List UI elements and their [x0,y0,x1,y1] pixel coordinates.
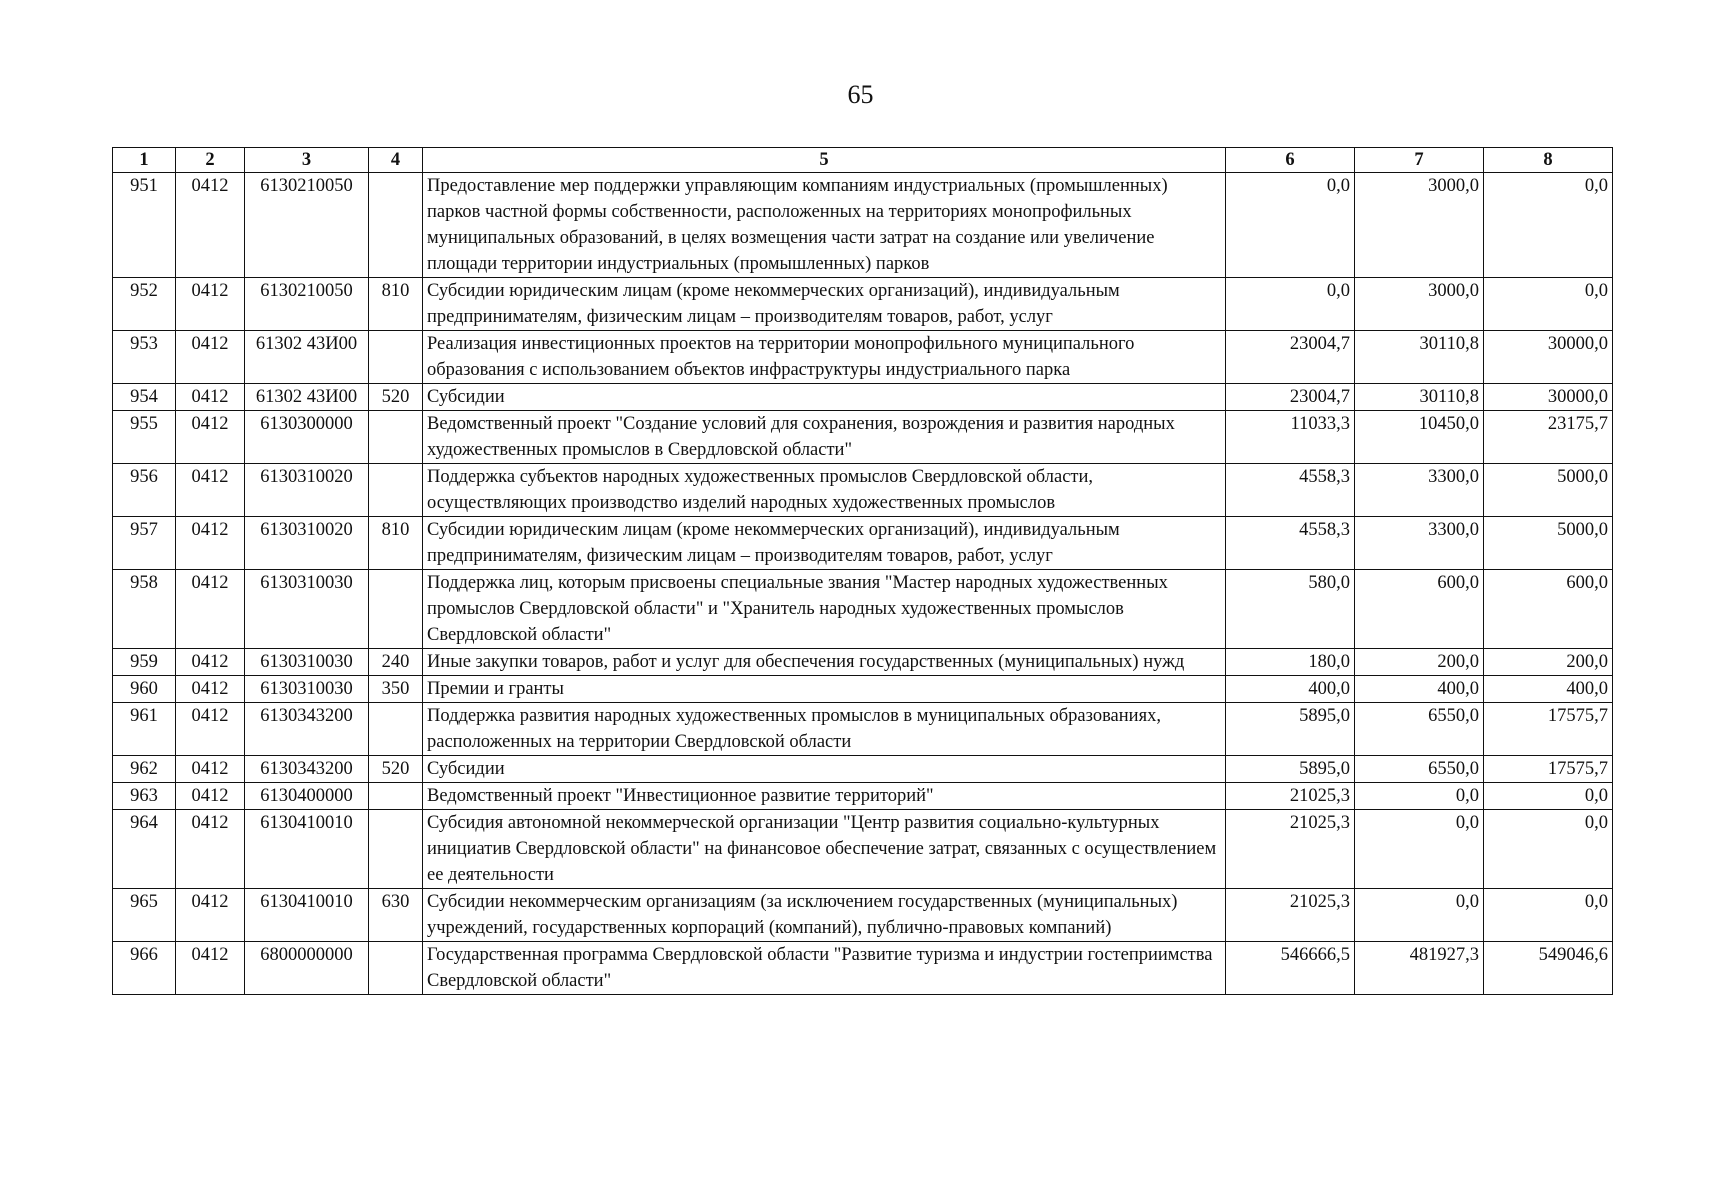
item-name-cell: Поддержка лиц, которым присвоены специальные звания "Мастер народных художественных промыслов Свердловской области" и "Хранитель народных художественных промыслов Свердловской области" [423,570,1226,649]
amount-col8-cell: 200,0 [1484,649,1613,676]
amount-col7-cell: 481927,3 [1355,942,1484,995]
column-header: 6 [1226,148,1355,173]
column-header: 2 [176,148,245,173]
table-row [113,173,1613,278]
expense-type-cell: 240 [369,649,423,676]
amount-col7-cell: 3300,0 [1355,464,1484,517]
amount-col6-cell: 11033,3 [1226,411,1355,464]
item-name-cell: Реализация инвестиционных проектов на территории монопрофильного муниципального образования с использованием объектов инфраструктуры индустриального парка [423,331,1226,384]
target-code-cell: 6130400000 [245,783,369,810]
table-row [113,464,1613,517]
table-row [113,703,1613,756]
table-row [113,331,1613,384]
target-code-cell: 6130343200 [245,703,369,756]
amount-col8-cell: 0,0 [1484,173,1613,278]
amount-col6-cell: 546666,5 [1226,942,1355,995]
amount-col7-cell: 0,0 [1355,810,1484,889]
row-number-cell: 965 [113,889,176,942]
expense-type-cell: 630 [369,889,423,942]
target-code-cell: 6130410010 [245,889,369,942]
amount-col7-cell: 0,0 [1355,889,1484,942]
column-header: 1 [113,148,176,173]
amount-col6-cell: 21025,3 [1226,889,1355,942]
amount-col6-cell: 4558,3 [1226,517,1355,570]
amount-col6-cell: 400,0 [1226,676,1355,703]
section-code-cell: 0412 [176,173,245,278]
target-code-cell: 6130310030 [245,570,369,649]
section-code-cell: 0412 [176,810,245,889]
target-code-cell: 6800000000 [245,942,369,995]
item-name-cell: Субсидии некоммерческим организациям (за исключением государственных (муниципальных) учреждений, государственных корпораций (компаний), публично-правовых компаний) [423,889,1226,942]
row-number-cell: 961 [113,703,176,756]
item-name-cell: Поддержка развития народных художественных промыслов в муниципальных образованиях, расположенных на территории Свердловской области [423,703,1226,756]
amount-col8-cell: 400,0 [1484,676,1613,703]
section-code-cell: 0412 [176,464,245,517]
amount-col6-cell: 21025,3 [1226,783,1355,810]
amount-col8-cell: 0,0 [1484,278,1613,331]
row-number-cell: 952 [113,278,176,331]
amount-col8-cell: 17575,7 [1484,756,1613,783]
expense-type-cell [369,173,423,278]
table-row [113,517,1613,570]
target-code-cell: 6130343200 [245,756,369,783]
amount-col6-cell: 0,0 [1226,278,1355,331]
expense-type-cell [369,783,423,810]
amount-col7-cell: 3000,0 [1355,173,1484,278]
table-row [113,649,1613,676]
item-name-cell: Субсидии юридическим лицам (кроме некоммерческих организаций), индивидуальным предпринимателям, физическим лицам – производителям товаров, работ, услуг [423,278,1226,331]
amount-col7-cell: 3000,0 [1355,278,1484,331]
table-row [113,411,1613,464]
column-header: 7 [1355,148,1484,173]
amount-col6-cell: 4558,3 [1226,464,1355,517]
amount-col7-cell: 30110,8 [1355,331,1484,384]
item-name-cell: Премии и гранты [423,676,1226,703]
amount-col8-cell: 23175,7 [1484,411,1613,464]
target-code-cell: 6130300000 [245,411,369,464]
table-row [113,676,1613,703]
amount-col7-cell: 10450,0 [1355,411,1484,464]
amount-col8-cell: 0,0 [1484,810,1613,889]
table-row [113,783,1613,810]
amount-col8-cell: 30000,0 [1484,331,1613,384]
column-header: 4 [369,148,423,173]
table-row [113,810,1613,889]
amount-col8-cell: 600,0 [1484,570,1613,649]
section-code-cell: 0412 [176,703,245,756]
item-name-cell: Ведомственный проект "Инвестиционное развитие территорий" [423,783,1226,810]
target-code-cell: 6130310020 [245,517,369,570]
amount-col6-cell: 5895,0 [1226,703,1355,756]
row-number-cell: 951 [113,173,176,278]
expense-type-cell: 520 [369,756,423,783]
amount-col6-cell: 5895,0 [1226,756,1355,783]
target-code-cell: 6130310030 [245,676,369,703]
section-code-cell: 0412 [176,278,245,331]
table-row [113,570,1613,649]
amount-col8-cell: 30000,0 [1484,384,1613,411]
row-number-cell: 964 [113,810,176,889]
amount-col6-cell: 0,0 [1226,173,1355,278]
expense-type-cell [369,810,423,889]
amount-col8-cell: 5000,0 [1484,517,1613,570]
item-name-cell: Ведомственный проект "Создание условий для сохранения, возрождения и развития народных художественных промыслов в Свердловской области" [423,411,1226,464]
target-code-cell: 6130310030 [245,649,369,676]
row-number-cell: 963 [113,783,176,810]
item-name-cell: Предоставление мер поддержки управляющим компаниям индустриальных (промышленных) парков частной формы собственности, расположенных на территориях монопрофильных муниципальных образований, в целях возмещения части затрат на создание или увеличение площади территории индустриальных (промышленных) парков [423,173,1226,278]
section-code-cell: 0412 [176,331,245,384]
row-number-cell: 956 [113,464,176,517]
section-code-cell: 0412 [176,517,245,570]
table-row [113,889,1613,942]
row-number-cell: 960 [113,676,176,703]
target-code-cell: 6130310020 [245,464,369,517]
amount-col6-cell: 23004,7 [1226,384,1355,411]
item-name-cell: Субсидии юридическим лицам (кроме некоммерческих организаций), индивидуальным предпринимателям, физическим лицам – производителям товаров, работ, услуг [423,517,1226,570]
row-number-cell: 958 [113,570,176,649]
row-number-cell: 959 [113,649,176,676]
budget-table [112,147,1613,995]
expense-type-cell: 810 [369,517,423,570]
expense-type-cell [369,331,423,384]
section-code-cell: 0412 [176,783,245,810]
item-name-cell: Государственная программа Свердловской области "Развитие туризма и индустрии гостеприимства Свердловской области" [423,942,1226,995]
item-name-cell: Субсидии [423,384,1226,411]
section-code-cell: 0412 [176,756,245,783]
amount-col6-cell: 180,0 [1226,649,1355,676]
expense-type-cell [369,570,423,649]
amount-col8-cell: 17575,7 [1484,703,1613,756]
row-number-cell: 955 [113,411,176,464]
section-code-cell: 0412 [176,942,245,995]
target-code-cell: 6130410010 [245,810,369,889]
section-code-cell: 0412 [176,649,245,676]
amount-col8-cell: 0,0 [1484,783,1613,810]
amount-col7-cell: 400,0 [1355,676,1484,703]
expense-type-cell [369,411,423,464]
section-code-cell: 0412 [176,676,245,703]
section-code-cell: 0412 [176,411,245,464]
amount-col8-cell: 5000,0 [1484,464,1613,517]
row-number-cell: 954 [113,384,176,411]
target-code-cell: 61302 43И00 [245,331,369,384]
amount-col6-cell: 21025,3 [1226,810,1355,889]
amount-col7-cell: 0,0 [1355,783,1484,810]
amount-col7-cell: 6550,0 [1355,756,1484,783]
target-code-cell: 6130210050 [245,173,369,278]
amount-col8-cell: 549046,6 [1484,942,1613,995]
column-header: 8 [1484,148,1613,173]
expense-type-cell: 520 [369,384,423,411]
table-row [113,278,1613,331]
item-name-cell: Субсидии [423,756,1226,783]
column-header: 3 [245,148,369,173]
target-code-cell: 61302 43И00 [245,384,369,411]
amount-col8-cell: 0,0 [1484,889,1613,942]
row-number-cell: 966 [113,942,176,995]
table-row [113,384,1613,411]
section-code-cell: 0412 [176,889,245,942]
row-number-cell: 953 [113,331,176,384]
header-row [113,148,1613,173]
item-name-cell: Субсидия автономной некоммерческой организации "Центр развития социально-культурных инициатив Свердловской области" на финансовое обеспечение затрат, связанных с осуществлением ее деятельности [423,810,1226,889]
amount-col6-cell: 580,0 [1226,570,1355,649]
amount-col7-cell: 3300,0 [1355,517,1484,570]
amount-col7-cell: 200,0 [1355,649,1484,676]
amount-col7-cell: 600,0 [1355,570,1484,649]
item-name-cell: Иные закупки товаров, работ и услуг для обеспечения государственных (муниципальных) нужд [423,649,1226,676]
section-code-cell: 0412 [176,570,245,649]
expense-type-cell [369,703,423,756]
amount-col7-cell: 30110,8 [1355,384,1484,411]
column-header: 5 [423,148,1226,173]
table-row [113,942,1613,995]
table-row [113,756,1613,783]
row-number-cell: 962 [113,756,176,783]
expense-type-cell [369,464,423,517]
item-name-cell: Поддержка субъектов народных художественных промыслов Свердловской области, осуществляющих производство изделий народных художественных промыслов [423,464,1226,517]
amount-col7-cell: 6550,0 [1355,703,1484,756]
target-code-cell: 6130210050 [245,278,369,331]
amount-col6-cell: 23004,7 [1226,331,1355,384]
expense-type-cell: 810 [369,278,423,331]
expense-type-cell [369,942,423,995]
row-number-cell: 957 [113,517,176,570]
expense-type-cell: 350 [369,676,423,703]
page-number: 65 [847,80,874,109]
section-code-cell: 0412 [176,384,245,411]
table-body [113,173,1613,995]
